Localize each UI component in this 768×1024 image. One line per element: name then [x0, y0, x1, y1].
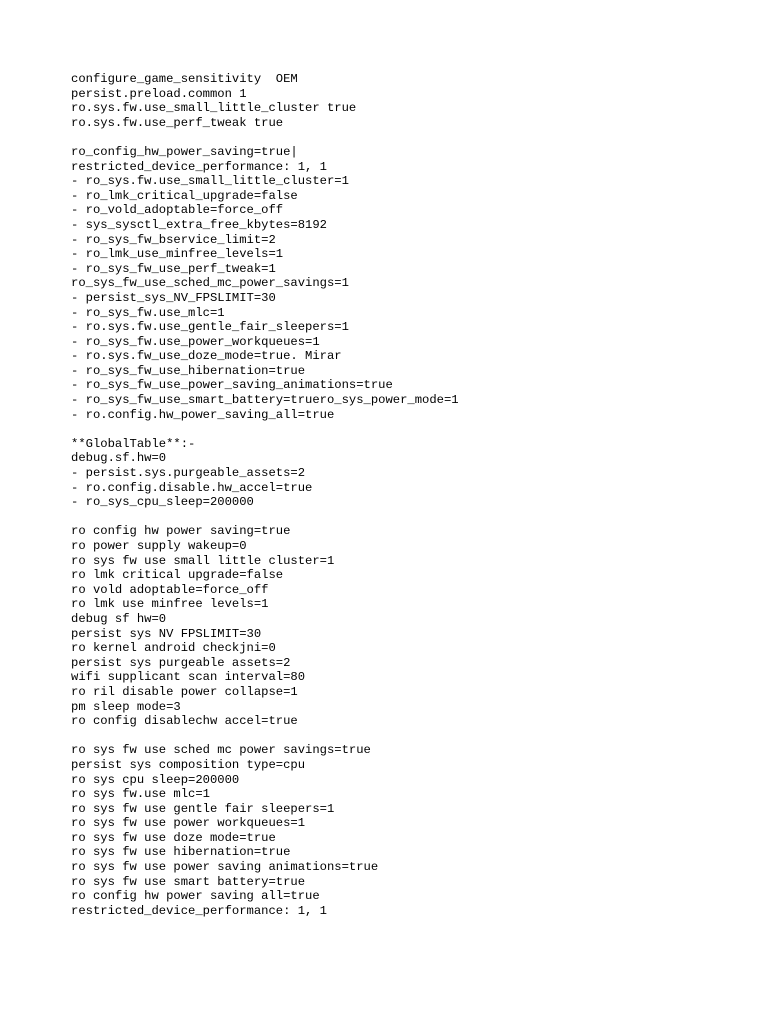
text-line: ro.sys.fw.use_perf_tweak true — [71, 115, 284, 130]
text-line: restricted_device_performance: 1, 1 — [71, 159, 327, 174]
text-line: debug sf hw=0 — [71, 611, 167, 626]
text-line: ro config disablechw accel=true — [71, 714, 298, 729]
text-line: ro power supply wakeup=0 — [71, 539, 247, 553]
text-line: - ro_sys_fw_use_smart_battery=truero_sys_power_mode=1 — [71, 393, 459, 408]
text-line: ro sys fw use sched mc power savings=true — [71, 743, 371, 758]
text-line: persist sys NV FPSLIMIT=30 — [71, 626, 262, 641]
text-line: persist sys composition type=cpu — [71, 757, 306, 772]
text-line: persist sys purgeable assets=2 — [71, 655, 291, 670]
text-line: debug.sf.hw=0 — [71, 451, 167, 466]
text-block — [71, 524, 751, 728]
text-line: ro config hw power saving all=true — [71, 889, 320, 904]
text-line: - sys_sysctl_extra_free_kbytes=8192 — [71, 217, 327, 232]
text-line: - ro_sys_fw_use_power_saving_animations=true — [71, 378, 393, 393]
text-line: ro config hw power saving=true — [71, 524, 291, 539]
text-line: - ro.sys.fw_use_doze_mode=true. Mirar — [71, 349, 342, 364]
text-line: - ro_sys_fw.use_power_workqueues=1 — [71, 334, 320, 349]
text-line: ro sys cpu sleep=200000 — [71, 772, 240, 787]
text-line: ro sys fw.use mlc=1 — [71, 787, 210, 802]
text-line: - ro.config.disable.hw_accel=true — [71, 480, 313, 495]
text-line: pm sleep mode=3 — [71, 699, 181, 714]
text-line: - ro.config.hw_power_saving_all=true — [71, 407, 335, 422]
text-line: - ro_sys_cpu_sleep=200000 — [71, 495, 254, 510]
document-body — [71, 72, 751, 933]
text-block — [71, 437, 751, 510]
text-block — [71, 72, 751, 130]
text-line: ro sys fw use gentle fair sleepers=1 — [71, 801, 335, 816]
text-line: ro kernel android checkjni=0 — [71, 641, 276, 656]
text-line: ro_config_hw_power_saving=true| — [71, 144, 298, 159]
text-line: **GlobalTable**:- — [71, 436, 196, 451]
text-block — [71, 145, 751, 422]
text-line: ro.sys.fw.use_small_little_cluster true — [71, 101, 357, 116]
text-line: - persist.sys.purgeable_assets=2 — [71, 466, 306, 481]
text-block — [71, 743, 751, 918]
text-line: - ro_sys_fw_use_hibernation=true — [71, 363, 306, 378]
text-line: - ro.sys.fw.use_gentle_fair_sleepers=1 — [71, 320, 349, 335]
text-line: ro sys fw use power workqueues=1 — [71, 816, 306, 831]
text-line: ro lmk use minfree levels=1 — [71, 597, 269, 612]
text-line: restricted_device_performance: 1, 1 — [71, 903, 327, 918]
text-line: persist.preload.common 1 — [71, 86, 247, 101]
text-line: ro vold adoptable=force_off — [71, 582, 269, 597]
text-line: - ro_sys_fw.use_mlc=1 — [71, 305, 225, 320]
text-line: - ro_sys.fw.use_small_little_cluster=1 — [71, 174, 349, 189]
text-line: - ro_lmk_critical_upgrade=false — [71, 188, 298, 203]
text-line: ro lmk critical upgrade=false — [71, 568, 284, 583]
text-line: - ro_sys_fw_bservice_limit=2 — [71, 232, 276, 247]
text-line: ro ril disable power collapse=1 — [71, 684, 298, 699]
text-line: wifi supplicant scan interval=80 — [71, 670, 306, 685]
text-line: - ro_lmk_use_minfree_levels=1 — [71, 247, 284, 262]
text-line: ro sys fw use doze mode=true — [71, 830, 276, 845]
text-line: ro sys fw use small little cluster=1 — [71, 553, 335, 568]
text-line: configure_game_sensitivity OEM — [71, 72, 298, 86]
text-line: - ro_sys_fw_use_perf_tweak=1 — [71, 261, 276, 276]
text-line: ro sys fw use hibernation=true — [71, 845, 291, 860]
text-line: ro sys fw use smart battery=true — [71, 874, 306, 889]
text-line: - persist_sys_NV_FPSLIMIT=30 — [71, 290, 276, 305]
text-line: ro_sys_fw_use_sched_mc_power_savings=1 — [71, 276, 349, 291]
text-line: - ro_vold_adoptable=force_off — [71, 203, 284, 218]
text-line: ro sys fw use power saving animations=true — [71, 860, 379, 875]
